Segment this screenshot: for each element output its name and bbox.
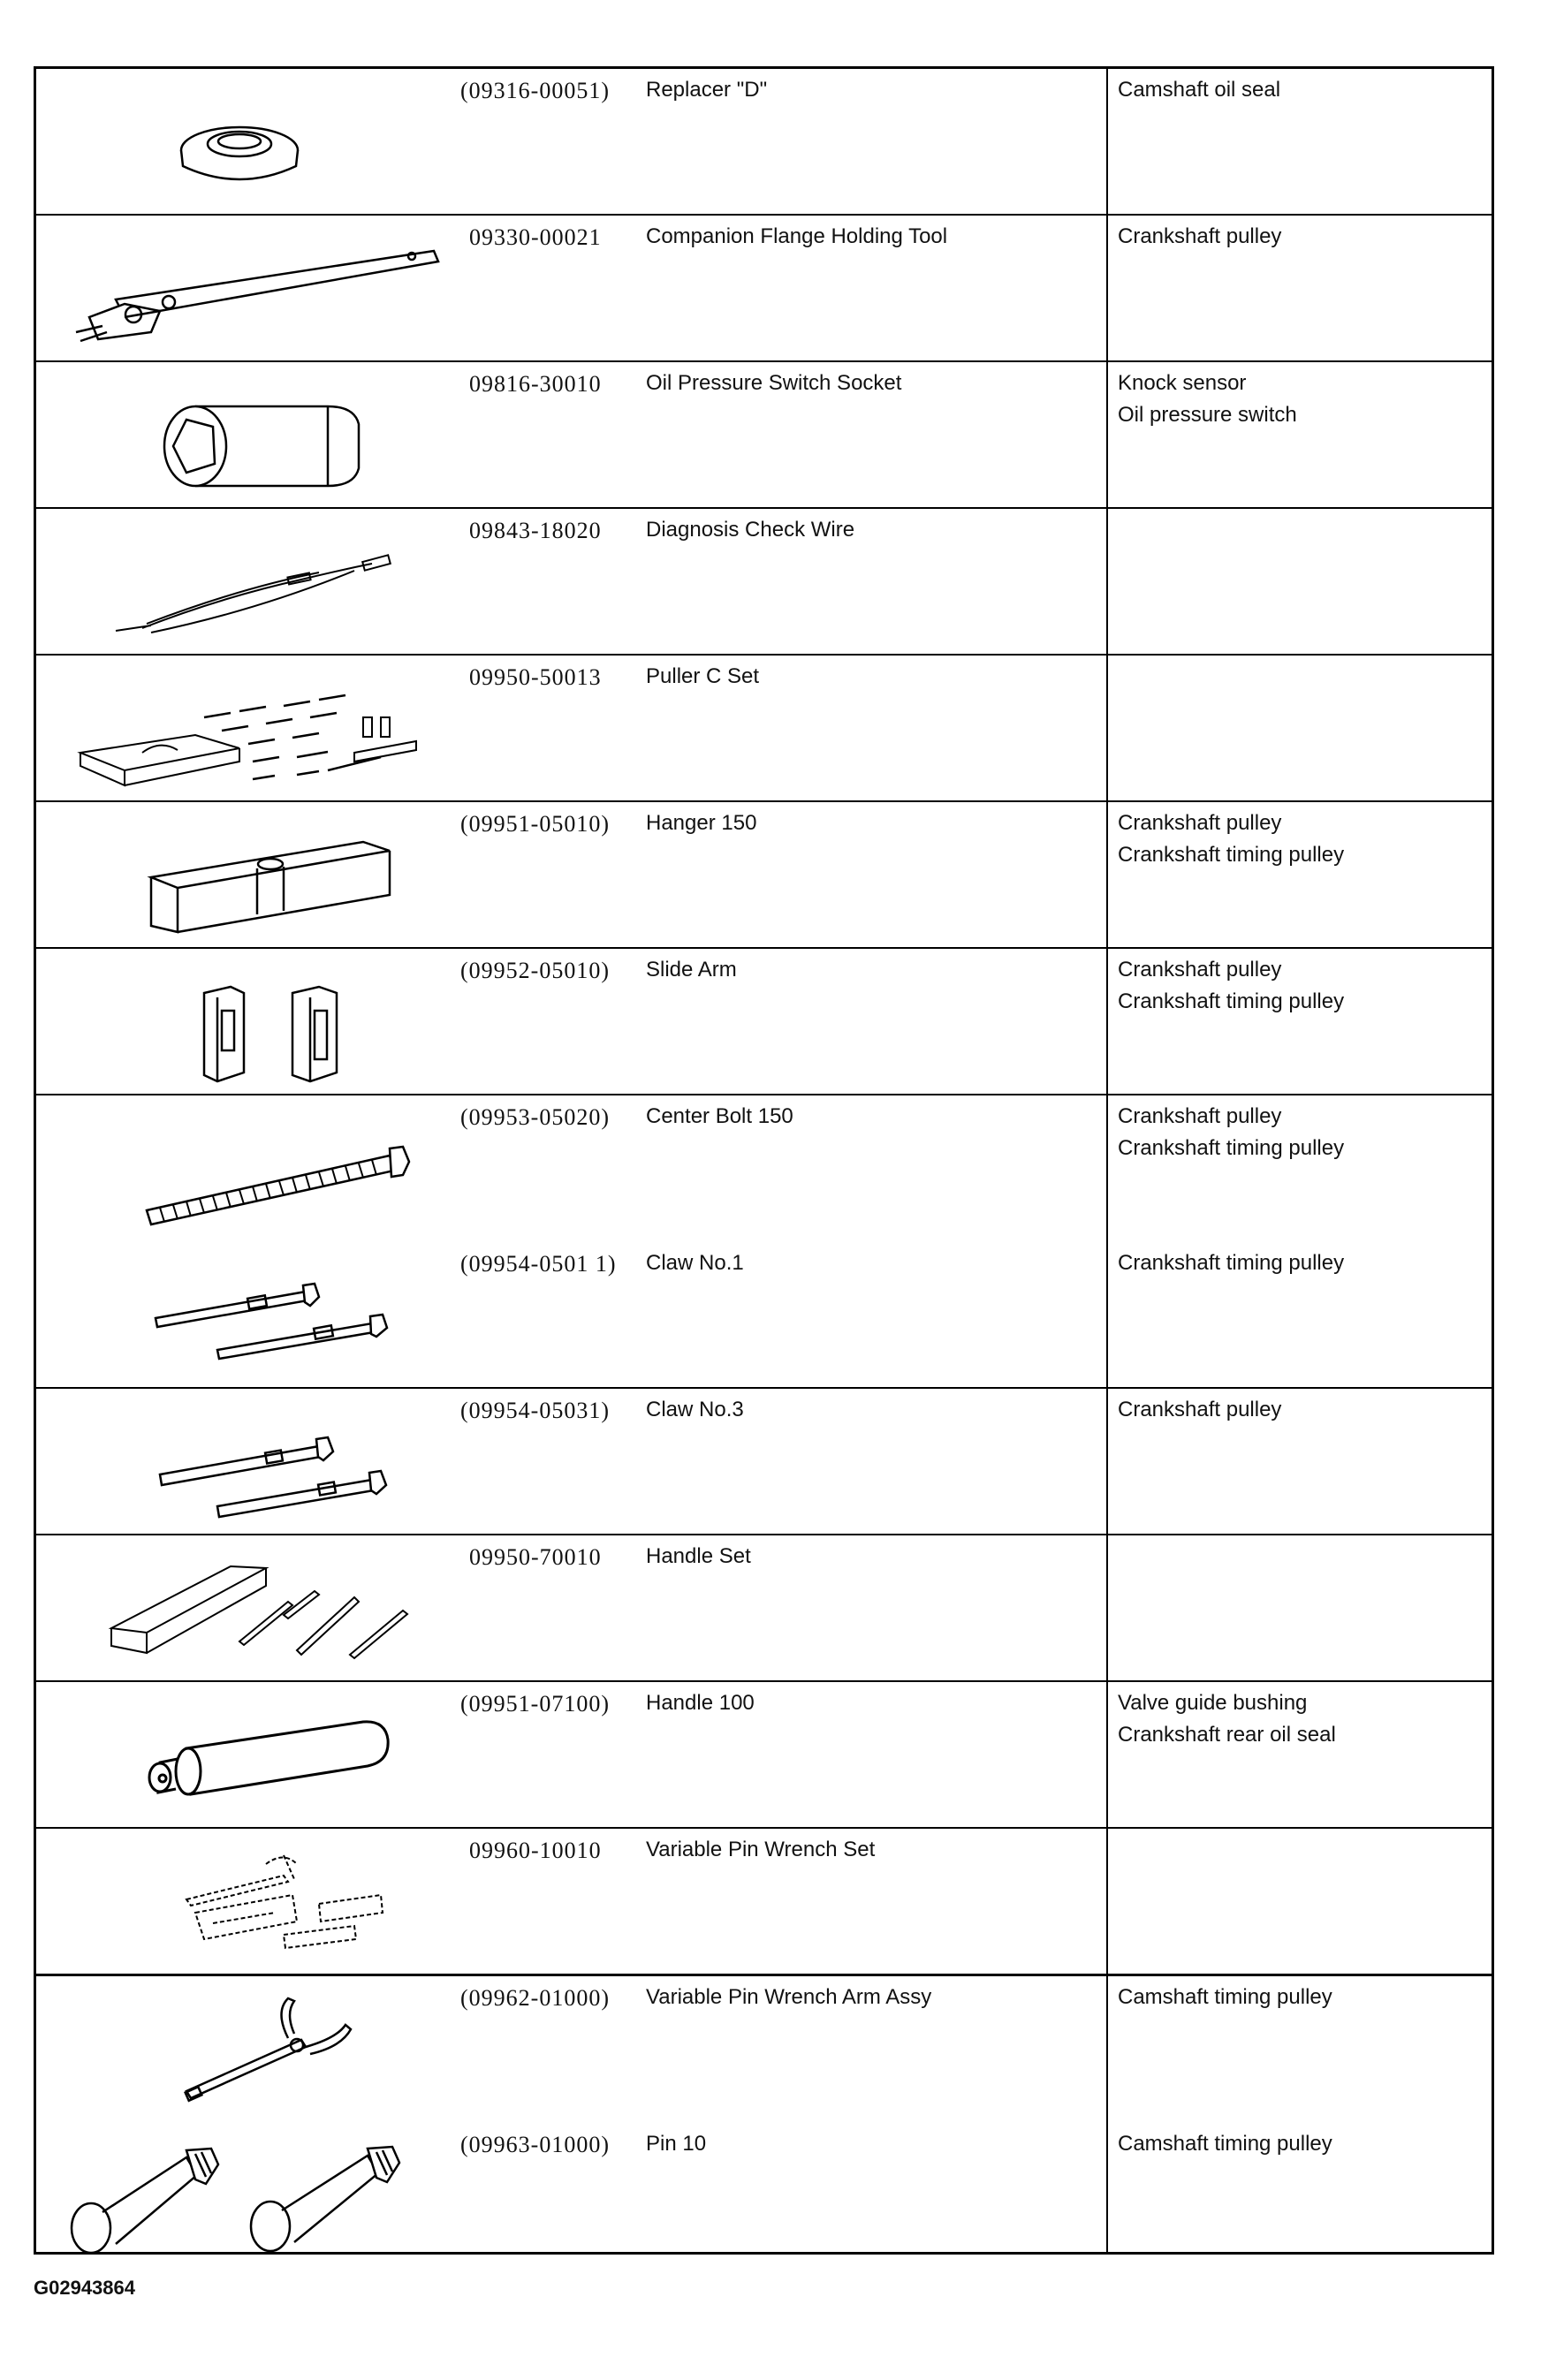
row-divider [36, 1974, 1492, 1976]
usage-list [1118, 1247, 1344, 1279]
usage-item: Crankshaft timing pulley [1118, 1251, 1345, 1275]
tool-name: Puller C Set [646, 664, 760, 688]
row-divider [36, 507, 1492, 509]
usage-item: Crankshaft pulley [1118, 1398, 1282, 1421]
part-number: 09950-50013 [469, 664, 602, 690]
puller-c-set-icon [63, 669, 460, 792]
row-divider [36, 800, 1492, 802]
part-number: 09843-18020 [469, 518, 602, 543]
pin-10-icon [63, 2131, 460, 2255]
part-number: (09316-00051) [460, 78, 610, 103]
tool-name: Center Bolt 150 [646, 1104, 793, 1128]
part-number: (09962-01000) [460, 1985, 610, 2011]
usage-list [1118, 2128, 1332, 2160]
usage-item: Oil pressure switch [1118, 403, 1297, 427]
hanger-150-icon [63, 815, 460, 939]
tool-name: Pin 10 [646, 2132, 707, 2156]
usage-list [1118, 1394, 1281, 1426]
row-divider [36, 360, 1492, 362]
usage-item: Crankshaft timing pulley [1118, 989, 1345, 1013]
handle-100-icon [63, 1695, 460, 1819]
usage-list [1118, 1101, 1344, 1164]
slide-arm-icon [63, 962, 460, 1090]
diagnosis-check-wire-icon [63, 527, 460, 641]
row-divider [36, 1094, 1492, 1095]
row-divider [36, 1827, 1492, 1829]
column-divider [1106, 69, 1108, 2252]
usage-list [1118, 807, 1344, 871]
tool-name: Diagnosis Check Wire [646, 518, 855, 542]
row-divider [36, 654, 1492, 656]
row-divider [36, 214, 1492, 216]
usage-item: Camshaft timing pulley [1118, 2132, 1332, 2156]
handle-set-icon [63, 1549, 460, 1672]
row-divider [36, 947, 1492, 949]
claw-no3-icon [63, 1402, 460, 1526]
part-number: 09330-00021 [469, 224, 602, 250]
tool-name: Handle Set [646, 1544, 751, 1568]
replacer-d-icon [63, 104, 460, 201]
row-divider [36, 1680, 1492, 1682]
tool-name: Hanger 150 [646, 811, 757, 835]
usage-list [1118, 221, 1281, 253]
usage-item: Crankshaft rear oil seal [1118, 1723, 1336, 1747]
tool-name: Replacer "D" [646, 78, 768, 102]
tool-name: Slide Arm [646, 958, 737, 982]
part-number: (09951-05010) [460, 811, 610, 837]
tool-name: Oil Pressure Switch Socket [646, 371, 902, 395]
usage-item: Camshaft timing pulley [1118, 1985, 1332, 2009]
tool-name: Handle 100 [646, 1691, 755, 1715]
part-number: 09960-10010 [469, 1838, 602, 1863]
usage-item: Valve guide bushing [1118, 1691, 1308, 1715]
usage-item: Knock sensor [1118, 371, 1247, 395]
variable-pin-wrench-set-icon [63, 1842, 460, 1966]
tool-name: Variable Pin Wrench Set [646, 1838, 876, 1861]
row-divider [36, 1387, 1492, 1389]
special-tools-table [34, 66, 1494, 2255]
oil-pressure-switch-socket-icon [63, 375, 460, 499]
usage-item: Crankshaft pulley [1118, 224, 1282, 248]
part-number: (09963-01000) [460, 2132, 610, 2157]
usage-list [1118, 1982, 1332, 2013]
usage-item: Crankshaft timing pulley [1118, 1136, 1345, 1160]
usage-item: Crankshaft pulley [1118, 958, 1282, 982]
usage-list [1118, 74, 1280, 106]
variable-pin-wrench-arm-icon [63, 1985, 460, 2109]
part-number: (09951-07100) [460, 1691, 610, 1717]
claw-no1-icon [63, 1254, 460, 1369]
tool-name: Variable Pin Wrench Arm Assy [646, 1985, 932, 2009]
tool-name: Claw No.3 [646, 1398, 744, 1421]
usage-list [1118, 954, 1344, 1018]
figure-id: G02943864 [34, 2277, 135, 2299]
part-number: (09953-05020) [460, 1104, 610, 1130]
tool-name: Claw No.1 [646, 1251, 744, 1275]
tool-name: Companion Flange Holding Tool [646, 224, 948, 248]
usage-item: Crankshaft pulley [1118, 1104, 1282, 1128]
part-number: 09950-70010 [469, 1544, 602, 1570]
part-number: 09816-30010 [469, 371, 602, 397]
usage-item: Crankshaft timing pulley [1118, 843, 1345, 867]
companion-flange-holding-tool-icon [63, 233, 460, 348]
usage-item: Crankshaft pulley [1118, 811, 1282, 835]
usage-list [1118, 1687, 1336, 1751]
part-number: (09952-05010) [460, 958, 610, 983]
part-number: (09954-05031) [460, 1398, 610, 1423]
usage-list [1118, 368, 1297, 431]
usage-item: Camshaft oil seal [1118, 78, 1281, 102]
part-number: (09954-0501 1) [460, 1251, 617, 1277]
center-bolt-150-icon [63, 1113, 460, 1228]
row-divider [36, 1534, 1492, 1535]
